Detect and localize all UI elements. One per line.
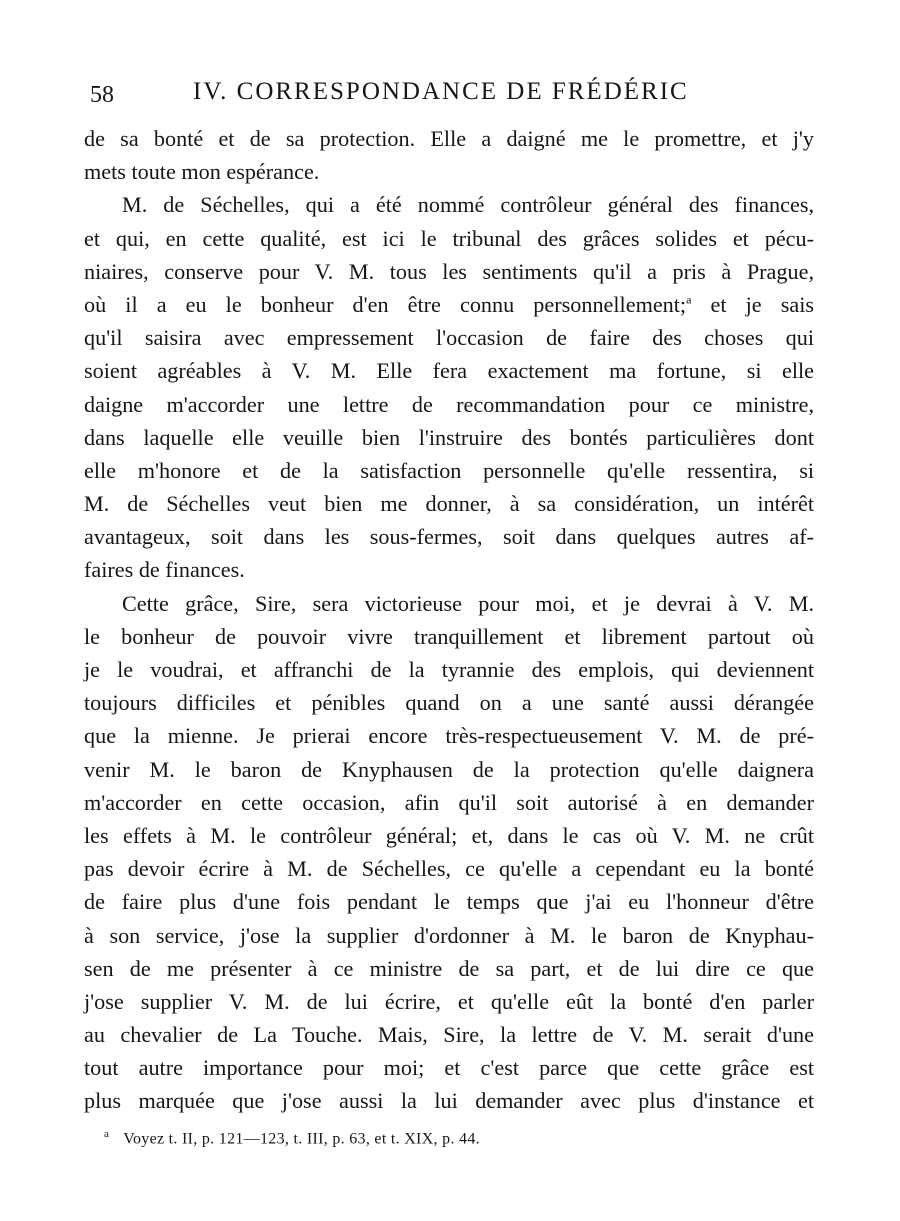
footnote-text: Voyez t. II, p. 121—123, t. III, p. 63, et t. XIX, p. 44. — [123, 1130, 480, 1148]
text-line: au chevalier de La Touche. Mais, Sire, la lettre de V. M. serait d'une — [84, 1022, 814, 1048]
text-line: faires de finances. — [84, 557, 245, 583]
footnote — [104, 1128, 480, 1148]
text-line: qu'il saisira avec empressement l'occasion de faire des choses qui — [84, 325, 814, 351]
text-segment: où il a eu le bonheur d'en être connu personnellement; — [84, 291, 687, 317]
text-line: elle m'honore et de la satisfaction personnelle qu'elle ressentira, si — [84, 457, 814, 483]
text-line: niaires, conserve pour V. M. tous les sentiments qu'il a pris à Prague, — [84, 258, 814, 284]
text-line: et qui, en cette qualité, est ici le tribunal des grâces solides et pécu- — [84, 225, 814, 251]
text-line: soient agréables à V. M. Elle fera exactement ma fortune, si elle — [84, 358, 814, 384]
text-line: à son service, j'ose la supplier d'ordonner à M. le baron de Knyphau- — [84, 922, 814, 948]
text-line: tout autre importance pour moi; et c'est parce que cette grâce est — [84, 1055, 814, 1081]
running-title: IV. CORRESPONDANCE DE FRÉDÉRIC — [193, 78, 689, 105]
text-line: dans laquelle elle veuille bien l'instruire des bontés particulières dont — [84, 424, 814, 450]
text-line: de sa bonté et de sa protection. Elle a daigné me le promettre, et j'y — [84, 126, 814, 151]
page-number: 58 — [90, 82, 114, 108]
text-segment: et je sais — [710, 291, 815, 317]
text-line: plus marquée que j'ose aussi la lui demander avec plus d'instance et — [84, 1088, 814, 1114]
text-line: le bonheur de pouvoir vivre tranquillement et librement partout où — [84, 623, 814, 649]
text-line: pas devoir écrire à M. de Séchelles, ce qu'elle a cependant eu la bonté — [84, 856, 814, 882]
text-line: les effets à M. le contrôleur général; et, dans le cas où V. M. ne crût — [84, 822, 814, 848]
paragraph-first-line: Cette grâce, Sire, sera victorieuse pour moi, et je devrai à V. M. — [122, 590, 814, 616]
footnote-reference: a — [686, 292, 692, 307]
text-line: M. de Séchelles veut bien me donner, à sa considération, un intérêt — [84, 491, 814, 517]
text-line: m'accorder en cette occasion, afin qu'il soit autorisé à en demander — [84, 789, 814, 815]
footnote-mark: a — [104, 1128, 110, 1140]
text-line: que la mienne. Je prierai encore très-respectueusement V. M. de pré- — [84, 723, 814, 749]
text-line: de faire plus d'une fois pendant le temps que j'ai eu l'honneur d'être — [84, 889, 814, 915]
body-text — [84, 122, 814, 1118]
text-line: sen de me présenter à ce ministre de sa part, et de lui dire ce que — [84, 955, 814, 981]
text-line: mets toute mon espérance. — [84, 159, 320, 185]
text-line: venir M. le baron de Knyphausen de la protection qu'elle daignera — [84, 756, 814, 782]
text-line: j'ose supplier V. M. de lui écrire, et qu'elle eût la bonté d'en parler — [84, 988, 814, 1014]
text-line-with-note — [84, 288, 814, 321]
running-head — [90, 78, 820, 114]
text-line: toujours difficiles et pénibles quand on a une santé aussi dérangée — [84, 690, 814, 716]
text-line: avantageux, soit dans les sous-fermes, soit dans quelques autres af- — [84, 524, 814, 550]
text-line: je le voudrai, et affranchi de la tyrannie des emplois, qui deviennent — [84, 657, 814, 682]
text-line: daigne m'accorder une lettre de recommandation pour ce ministre, — [84, 391, 814, 417]
paragraph-first-line: M. de Séchelles, qui a été nommé contrôleur général des finances, — [122, 192, 814, 218]
